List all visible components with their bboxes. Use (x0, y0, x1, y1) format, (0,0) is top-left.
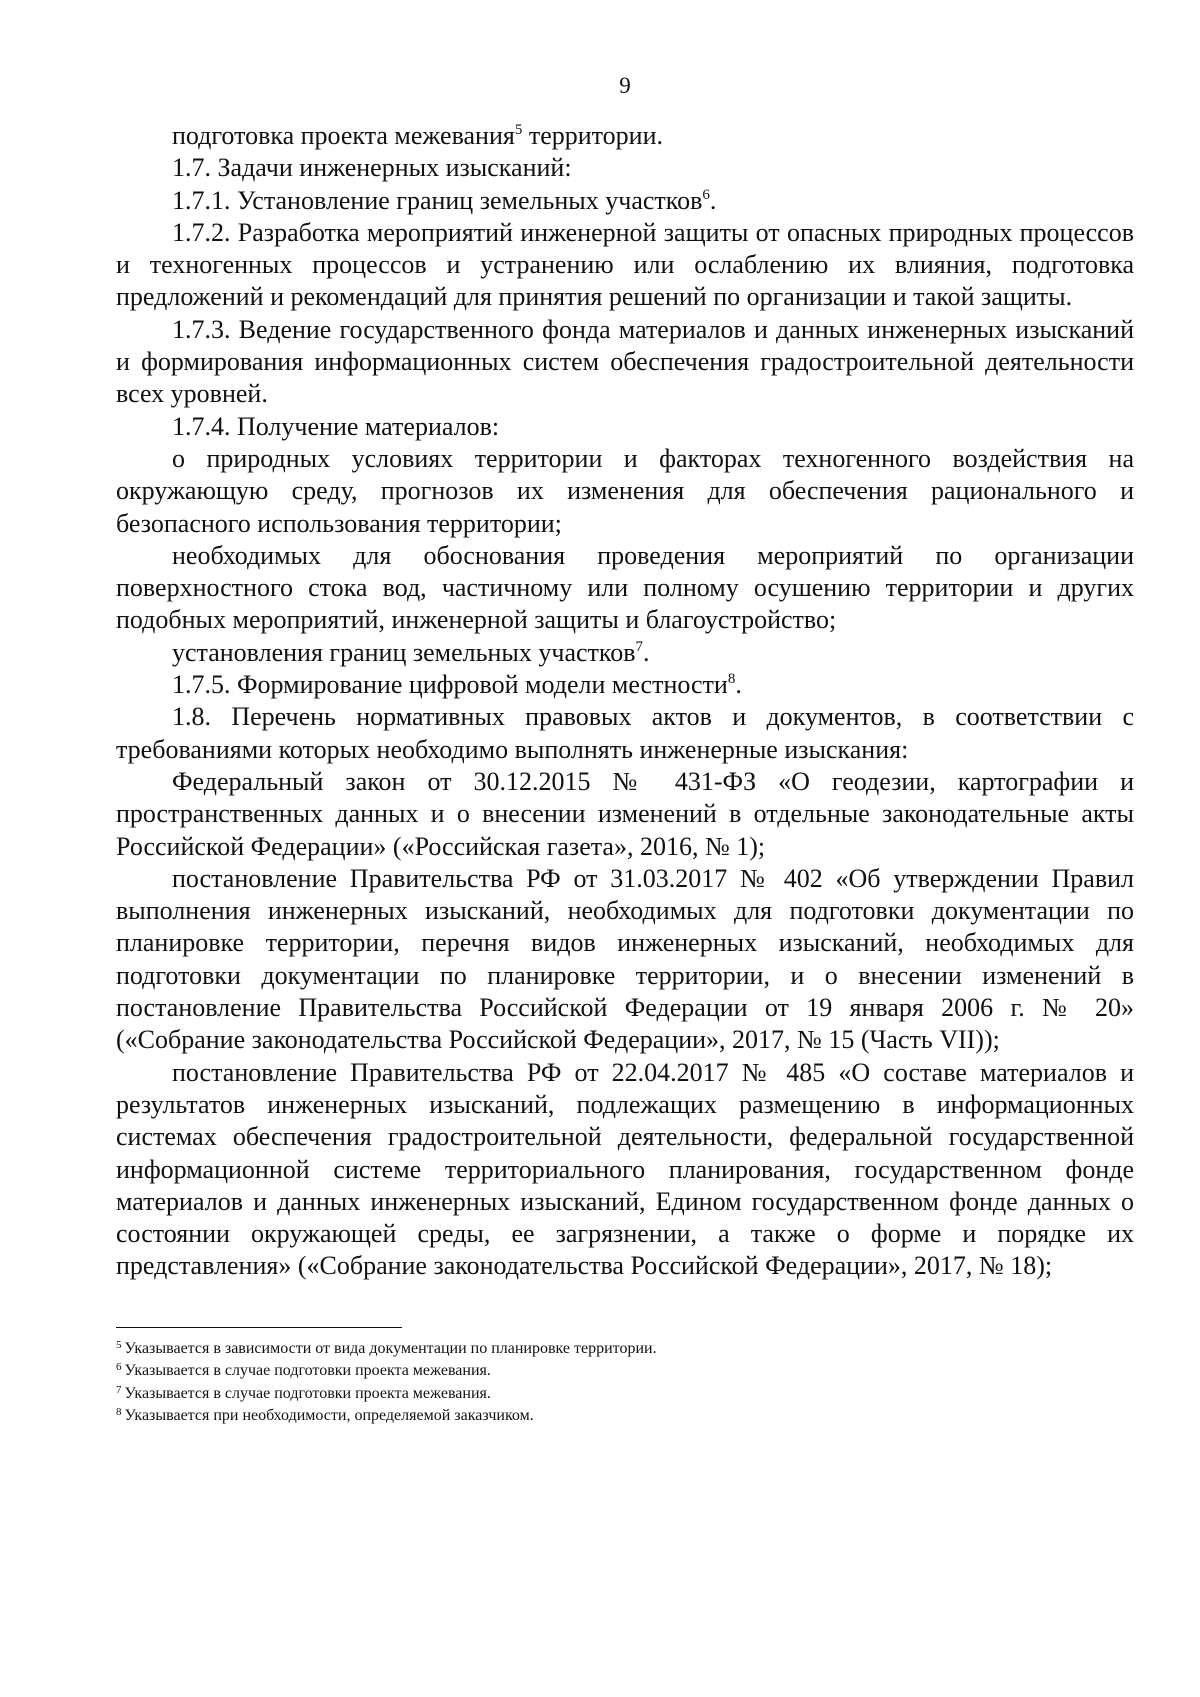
paragraph-text: постановление Правительства РФ от 31.03.2017 № 402 «Об утверждении Правил выполнения инженерных изысканий, необходимых для подготовки документации по планировке территории, перечня видов инженерных изысканий, необходимых для подготовки документации по планировке территории, и о внесении изменений в постановление Правительства Российской Федерации от 19 января 2006 г. № 20» («Собрание законодательства Российской Федерации», 2017, № 15 (Часть VII)); (116, 863, 1134, 1055)
page-number: 9 (619, 73, 631, 98)
paragraph (116, 637, 1134, 669)
paragraph (116, 120, 1134, 152)
paragraph-text: 1.7.4. Получение материалов: (172, 411, 500, 441)
footnote-text: Указывается в зависимости от вида документации по планировке территории. (124, 1339, 657, 1357)
body-text (116, 120, 1134, 1283)
paragraph-text: необходимых для обоснования проведения мероприятий по организации поверхностного стока вод, частичному или полному осушению территории и других подобных мероприятий, инженерной защиты и благоустройство; (116, 540, 1134, 635)
footnote-text: Указывается при необходимости, определяемой заказчиком. (124, 1407, 534, 1425)
footnote-ref: 8 (727, 671, 736, 688)
footnote (116, 1383, 1134, 1406)
paragraph (116, 443, 1134, 540)
paragraph-text: 1.7.3. Ведение государственного фонда материалов и данных инженерных изысканий и формирования информационных систем обеспечения градостроительной деятельности всех уровней. (116, 314, 1134, 409)
footnote-ref: 5 (514, 122, 523, 138)
footnotes (116, 1338, 1134, 1428)
paragraph (116, 185, 1134, 217)
paragraph-text-after: . (735, 670, 742, 700)
paragraph-text: установления границ земельных участков (172, 637, 636, 667)
paragraph-text: 1.8. Перечень нормативных правовых актов и документов, в соответствии с требованиями которых необходимо выполнять инженерные изыскания: (116, 702, 1134, 764)
footnote-number: 7 (116, 1383, 122, 1396)
paragraph (116, 863, 1134, 1057)
paragraph-text: 1.7.2. Разработка мероприятий инженерной защиты от опасных природных процессов и техногенных процессов и устранению или ослаблению их влияния, подготовка предложений и рекомендаций для принятия решений по организации и такой защиты. (116, 217, 1134, 312)
paragraph-text: постановление Правительства РФ от 22.04.2017 № 485 «О составе материалов и результатов инженерных изысканий, подлежащих размещению в информационных системах обеспечения градостроительной деятельности, федеральной государственной информационной системе территориального планирования, государственном фонде материалов и данных инженерных изысканий, Едином государственном фонде данных о состоянии окружающей среды, ее загрязнении, а также о форме и порядке их представления» («Собрание законодательства Российской Федерации», 2017, № 18); (116, 1057, 1134, 1281)
footnote-number: 6 (116, 1361, 122, 1374)
paragraph-text-after: . (709, 185, 717, 215)
footnote-ref: 6 (702, 186, 710, 203)
footnote-text: Указывается в случае подготовки проекта межевания. (124, 1362, 491, 1380)
paragraph-text: 1.7.1. Установление границ земельных участков (172, 185, 703, 215)
paragraph (116, 1057, 1134, 1283)
footnote-ref: 7 (635, 638, 643, 655)
paragraph-text: подготовка проекта межевания (172, 121, 515, 150)
paragraph-text: 1.7. Задачи инженерных изысканий: (172, 153, 572, 183)
paragraph (116, 314, 1134, 411)
footnote (116, 1405, 1134, 1428)
footnote-number: 5 (116, 1338, 122, 1351)
paragraph-text: 1.7.5. Формирование цифровой модели местности (172, 670, 728, 700)
footnote-divider (116, 1327, 402, 1328)
paragraph (116, 217, 1134, 314)
paragraph-text-after: . (642, 637, 650, 667)
footnote (116, 1338, 1134, 1361)
footnote-text: Указывается в случае подготовки проекта межевания. (124, 1384, 491, 1402)
footnote-number: 8 (116, 1406, 122, 1419)
paragraph-text: Федеральный закон от 30.12.2015 № 431-ФЗ «О геодезии, картографии и пространственных данных и о внесении изменений в отдельные законодательные акты Российской Федерации» («Российская газета», 2016, № 1); (116, 766, 1134, 861)
paragraph (116, 766, 1134, 863)
footnote (116, 1360, 1134, 1383)
paragraph (116, 701, 1134, 766)
paragraph (116, 411, 1134, 443)
paragraph (116, 540, 1134, 637)
paragraph (116, 669, 1134, 701)
paragraph-text: о природных условиях территории и факторах техногенного воздействия на окружающую среду, прогнозов их изменения для обеспечения рационального и безопасного использования территории; (116, 443, 1134, 538)
paragraph-text-after: территории. (522, 121, 664, 150)
paragraph (116, 152, 1134, 184)
